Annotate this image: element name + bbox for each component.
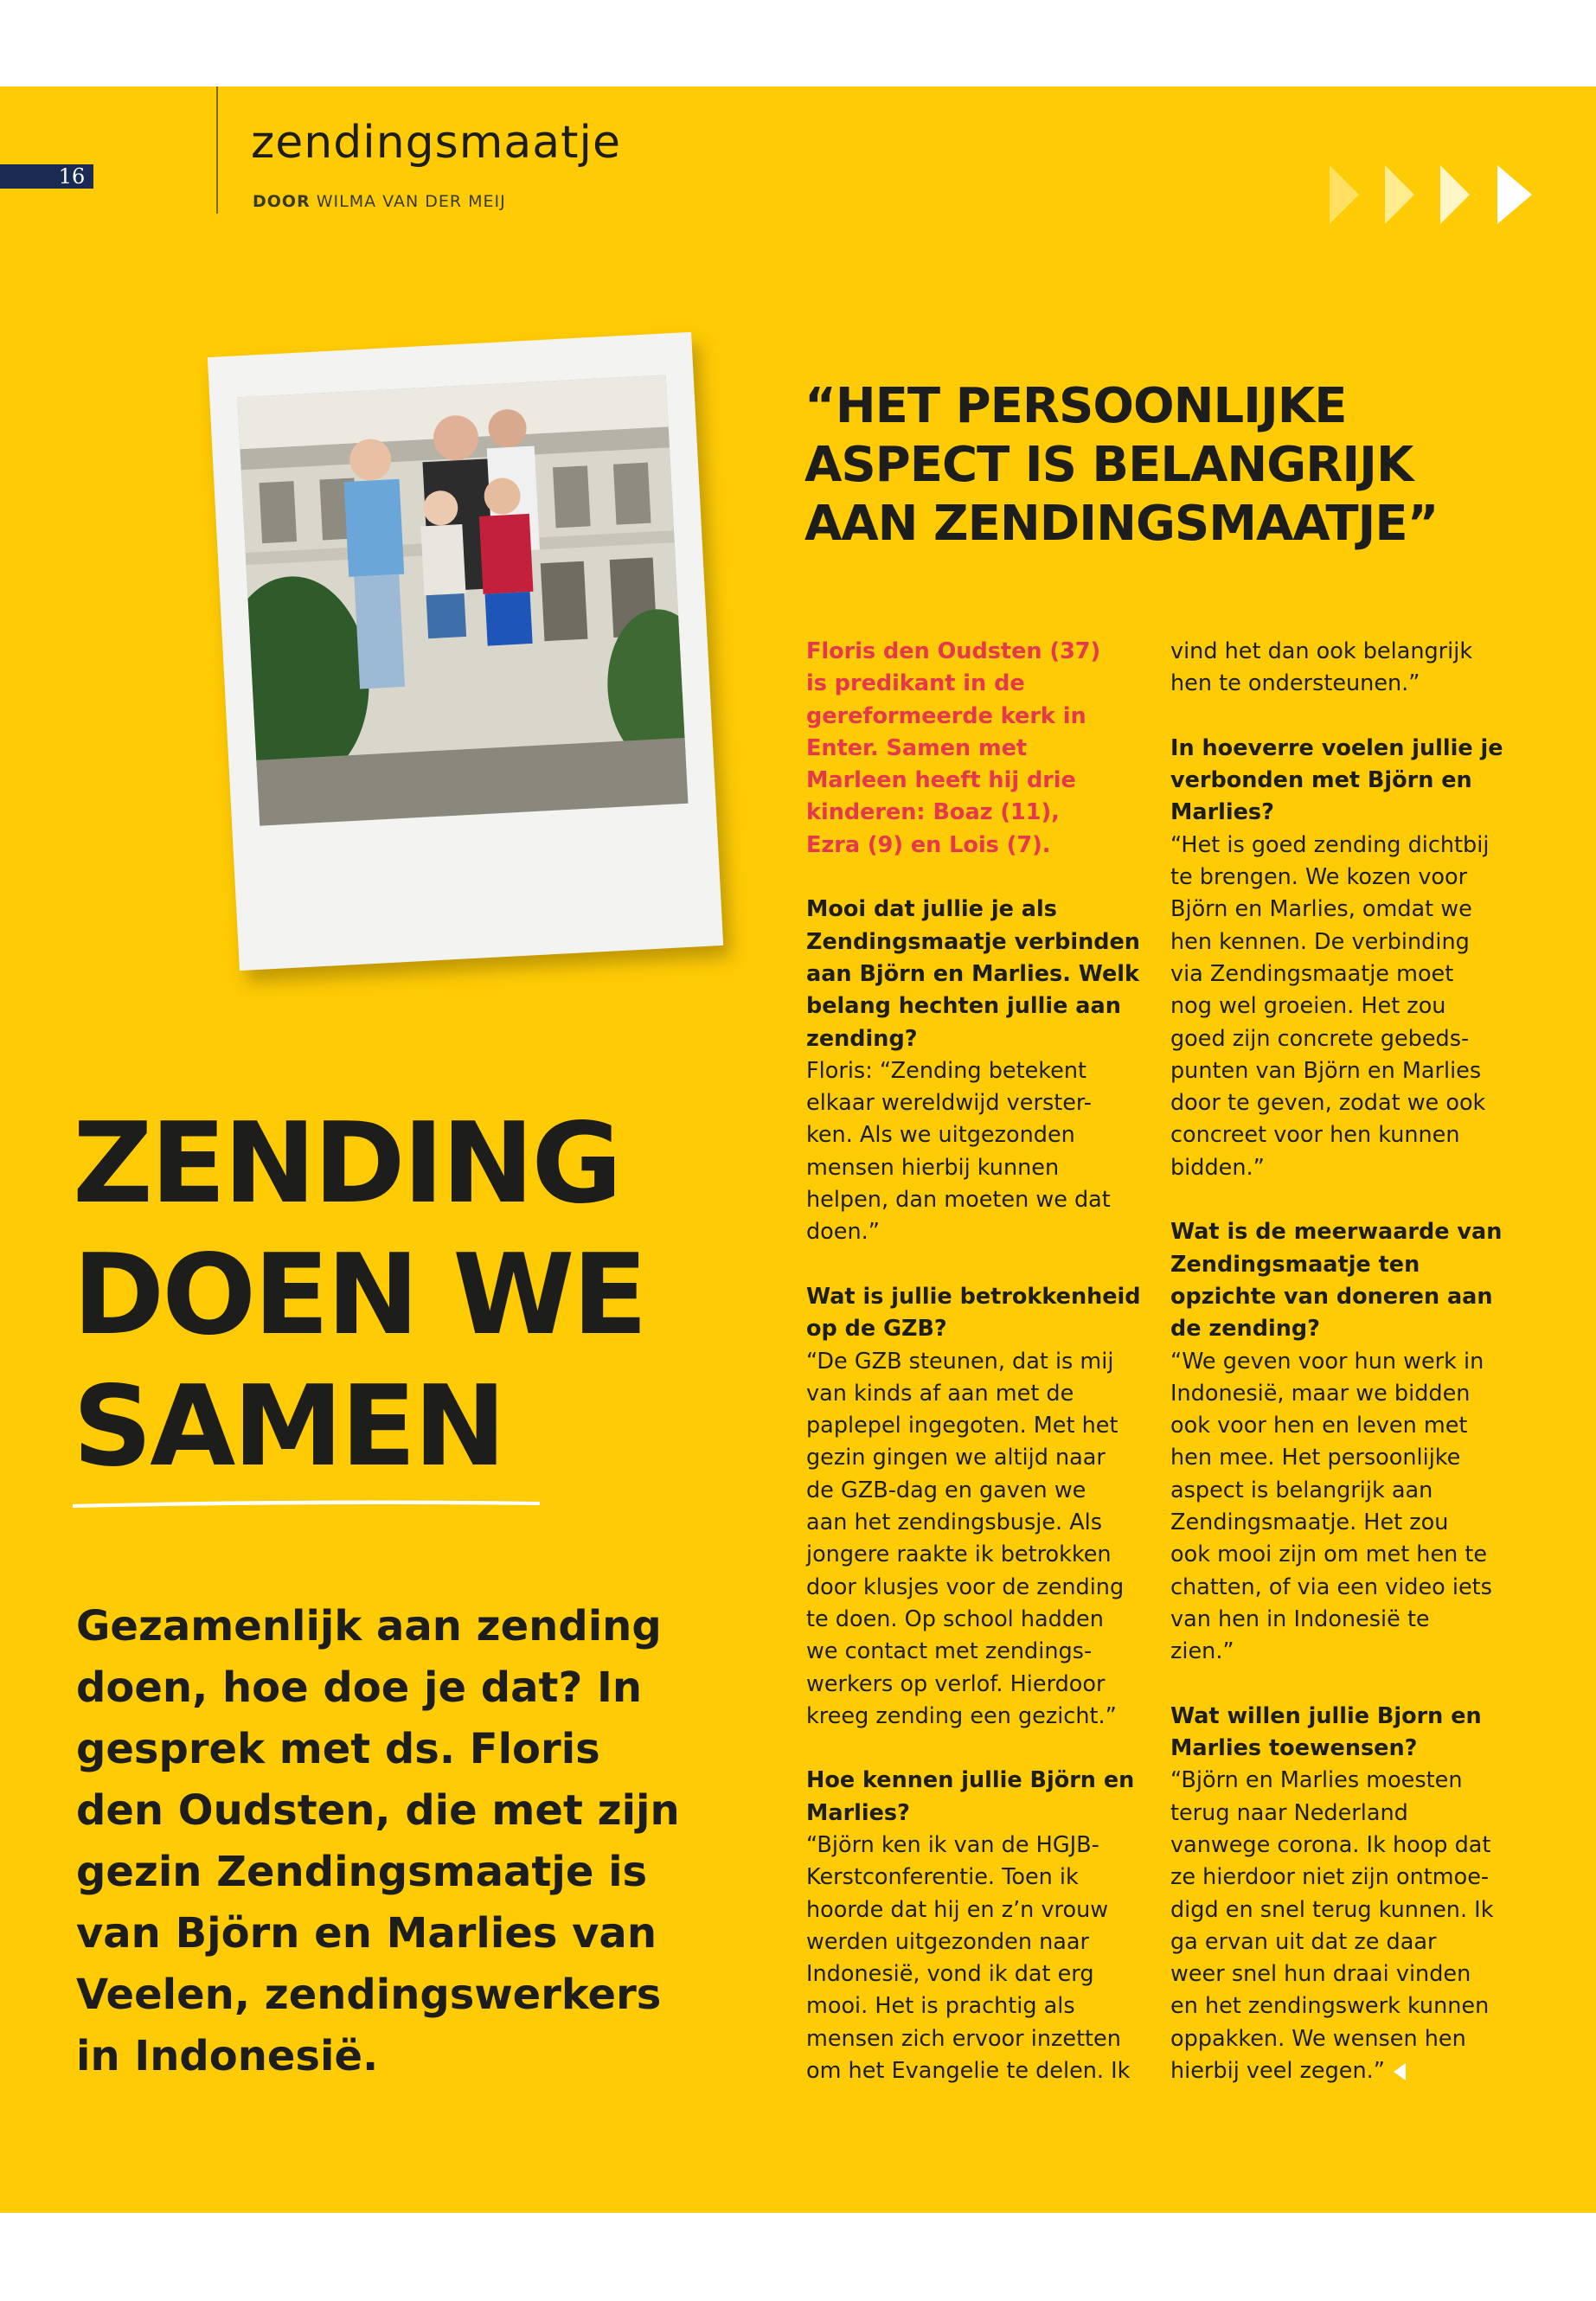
- text-line: hen kennen. De verbinding: [1170, 928, 1470, 955]
- section-title: zendingsmaatje: [251, 117, 621, 169]
- text-line: hierbij veel zegen.”: [1170, 2055, 1512, 2087]
- question: [806, 894, 1148, 1054]
- text-line: aspect is belangrijk aan: [1170, 1477, 1433, 1503]
- text-line: Indonesië, vond ik dat erg: [806, 1961, 1094, 1988]
- text-line: ze hierdoor niet zijn ontmoe-: [1170, 1864, 1490, 1891]
- text-line: Wat willen jullie Bjorn en: [1170, 1702, 1482, 1729]
- text-line: “Björn en Marlies moesten: [1170, 1767, 1463, 1794]
- text-line: Marlies?: [1170, 799, 1274, 826]
- family-photo: [208, 332, 723, 971]
- intro-line: doen, hoe doe je dat? In: [76, 1663, 643, 1712]
- text-line: helpen, dan moeten we dat: [806, 1187, 1111, 1214]
- pull-quote: [804, 377, 1479, 554]
- text-line: aan Björn en Marlies. Welk: [806, 960, 1139, 987]
- pull-quote-line: AAN ZENDINGSMAATJE”: [804, 496, 1439, 552]
- text-line: werden uitgezonden naar: [806, 1928, 1090, 1955]
- text-line: punten van Björn en Marlies: [1170, 1057, 1482, 1084]
- text-line: hoorde dat hij en z’n vrouw: [806, 1896, 1109, 1923]
- text-line: op de GZB?: [806, 1316, 947, 1343]
- question: [1170, 733, 1512, 830]
- text-line: digd en snel terug kunnen. Ik: [1170, 1896, 1494, 1923]
- pull-quote-line: ASPECT IS BELANGRIJK: [804, 437, 1413, 493]
- text-line: en het zendingswerk kunnen: [1170, 1993, 1490, 2020]
- photo-image: [237, 375, 688, 825]
- headline-underline: [73, 1497, 540, 1509]
- text-line: kreeg zending een gezicht.”: [806, 1702, 1117, 1729]
- text-line: weer snel hun draai vinden: [1170, 1961, 1471, 1988]
- answer: [806, 1830, 1148, 2087]
- text-line: concreet voor hen kunnen: [1170, 1122, 1460, 1149]
- text-line: “Björn ken ik van de HGJB-: [806, 1831, 1099, 1858]
- article-column-2: [1170, 636, 1512, 2120]
- text-line: gezin gingen we altijd naar: [806, 1445, 1106, 1471]
- text-line: terug naar Nederland: [1170, 1799, 1408, 1826]
- headline: [73, 1099, 721, 1493]
- qa-block: [1170, 733, 1512, 1184]
- intro-line: Gezamenlijk aan zending: [76, 1602, 662, 1650]
- qa-block: [806, 1281, 1148, 1733]
- text-line: chatten, of via een video iets: [1170, 1574, 1492, 1600]
- answer: [1170, 1346, 1512, 1669]
- text-line: “De GZB steunen, dat is mij: [806, 1348, 1114, 1375]
- intro-line: van Björn en Marlies van: [76, 1909, 657, 1958]
- text-line: Björn en Marlies, omdat we: [1170, 896, 1472, 923]
- text-line: Marlies?: [806, 1799, 910, 1826]
- qa-block: [806, 894, 1148, 1248]
- intro-line: gesprek met ds. Floris: [76, 1725, 600, 1773]
- text-line: Wat is de meerwaarde van: [1170, 1219, 1503, 1246]
- text-line: de zending?: [1170, 1316, 1320, 1343]
- text-line: werkers op verlof. Hierdoor: [806, 1670, 1106, 1697]
- text-line: gereformeerde kerk in: [806, 702, 1086, 729]
- text-line: door klusjes voor de zending: [806, 1574, 1125, 1600]
- text-line: mensen hierbij kunnen: [806, 1154, 1060, 1181]
- headline-line: SAMEN: [73, 1362, 504, 1491]
- text-line: ook mooi zijn om met hen te: [1170, 1541, 1488, 1568]
- answer-continued: [1170, 636, 1512, 701]
- text-line: Indonesië, maar we bidden: [1170, 1380, 1471, 1407]
- header-divider: [216, 87, 218, 214]
- question: [1170, 1701, 1512, 1766]
- text-line: vanwege corona. Ik hoop dat: [1170, 1831, 1491, 1858]
- text-line: hen mee. Het persoonlijke: [1170, 1445, 1461, 1471]
- text-line: “We geven voor hun werk in: [1170, 1348, 1484, 1375]
- byline-author: WILMA VAN DER MEIJ: [316, 192, 506, 211]
- end-mark-icon: [1394, 2063, 1406, 2080]
- intro-text: [76, 1596, 682, 2087]
- lead-paragraph: [806, 636, 1148, 862]
- intro-line: den Oudsten, die met zijn: [76, 1786, 680, 1835]
- intro-line: gezin Zendingsmaatje is: [76, 1848, 648, 1896]
- byline: [253, 192, 506, 211]
- answer: [806, 1346, 1148, 1734]
- text-line: Enter. Samen met: [806, 734, 1028, 761]
- text-line: Floris: “Zending betekent: [806, 1057, 1086, 1084]
- qa-block: [1170, 1701, 1512, 2088]
- intro-line: Veelen, zendingswerkers: [76, 1971, 662, 2019]
- text-line: hen te ondersteunen.”: [1170, 670, 1420, 697]
- text-line: bidden.”: [1170, 1154, 1265, 1181]
- text-line: Ezra (9) en Lois (7).: [806, 831, 1051, 858]
- text-line: vind het dan ook belangrijk: [1170, 638, 1473, 664]
- text-line: Marleen heeft hij drie: [806, 767, 1076, 794]
- article-column-1: [806, 636, 1148, 2120]
- play-arrows-icon: [1328, 160, 1540, 229]
- text-line: via Zendingsmaatje moet: [1170, 960, 1454, 987]
- text-line: is predikant in de: [806, 670, 1025, 697]
- text-line: oppakken. We wensen hen: [1170, 2025, 1466, 2052]
- text-line: aan het zendingsbusje. Als: [806, 1509, 1103, 1536]
- text-line: Wat is jullie betrokkenheid: [806, 1283, 1141, 1310]
- text-line: Zendingsmaatje ten: [1170, 1251, 1420, 1278]
- text-line: goed zijn concrete gebeds-: [1170, 1025, 1470, 1052]
- text-line: doen.”: [806, 1219, 880, 1246]
- text-line: verbonden met Björn en: [1170, 767, 1472, 794]
- answer: [1170, 830, 1512, 1184]
- intro-line: in Indonesië.: [76, 2032, 379, 2080]
- text-line: In hoeverre voelen jullie je: [1170, 734, 1503, 761]
- answer: [806, 1055, 1148, 1249]
- text-line: van kinds af aan met de: [806, 1380, 1074, 1407]
- text-line: mooi. Het is prachtig als: [806, 1993, 1075, 2020]
- text-line: Zendingsmaatje verbinden: [806, 928, 1140, 955]
- text-line: belang hechten jullie aan: [806, 993, 1121, 1020]
- question: [1170, 1216, 1512, 1345]
- text-line: Mooi dat jullie je als: [806, 896, 1057, 923]
- headline-line: DOEN WE: [73, 1231, 645, 1360]
- text-line: opzichte van doneren aan: [1170, 1283, 1493, 1310]
- text-line: te brengen. We kozen voor: [1170, 864, 1468, 891]
- text-line: zien.”: [1170, 1638, 1234, 1665]
- question: [806, 1281, 1148, 1346]
- text-line: mensen zich ervoor inzetten: [806, 2025, 1121, 2052]
- headline-line: ZENDING: [73, 1099, 620, 1228]
- text-line: jongere raakte ik betrokken: [806, 1541, 1112, 1568]
- text-line: kinderen: Boaz (11),: [806, 799, 1060, 826]
- text-line: ken. Als we uitgezonden: [806, 1122, 1075, 1149]
- question: [806, 1765, 1148, 1830]
- text-line: te doen. Op school hadden: [806, 1606, 1104, 1632]
- text-line: Kerstconferentie. Toen ik: [806, 1864, 1079, 1891]
- byline-prefix: DOOR: [253, 192, 311, 211]
- text-line: Zendingsmaatje. Het zou: [1170, 1509, 1449, 1536]
- text-line: Hoe kennen jullie Björn en: [806, 1767, 1135, 1794]
- text-line: om het Evangelie te delen. Ik: [806, 2058, 1131, 2085]
- text-line: zending?: [806, 1025, 918, 1052]
- text-line: “Het is goed zending dichtbij: [1170, 831, 1490, 858]
- text-line: we contact met zendings-: [806, 1638, 1093, 1665]
- pull-quote-line: “HET PERSOONLIJKE: [804, 378, 1347, 434]
- text-line: de GZB-dag en gaven we: [806, 1477, 1086, 1503]
- qa-block: [806, 1765, 1148, 2087]
- text-line: door te geven, zodat we ook: [1170, 1090, 1486, 1117]
- answer: [1170, 1765, 1512, 2087]
- text-line: Marlies toewensen?: [1170, 1735, 1418, 1762]
- text-line: Floris den Oudsten (37): [806, 638, 1101, 664]
- text-line: elkaar wereldwijd verster-: [806, 1090, 1092, 1117]
- qa-block: [1170, 1216, 1512, 1668]
- text-line: ga ervan uit dat ze daar: [1170, 1928, 1437, 1955]
- text-line: nog wel groeien. Het zou: [1170, 993, 1446, 1020]
- text-line: van hen in Indonesië te: [1170, 1606, 1430, 1632]
- page-number: 16: [58, 164, 86, 189]
- text-line: paplepel ingegoten. Met het: [806, 1413, 1118, 1439]
- text-line: ook voor hen en leven met: [1170, 1413, 1468, 1439]
